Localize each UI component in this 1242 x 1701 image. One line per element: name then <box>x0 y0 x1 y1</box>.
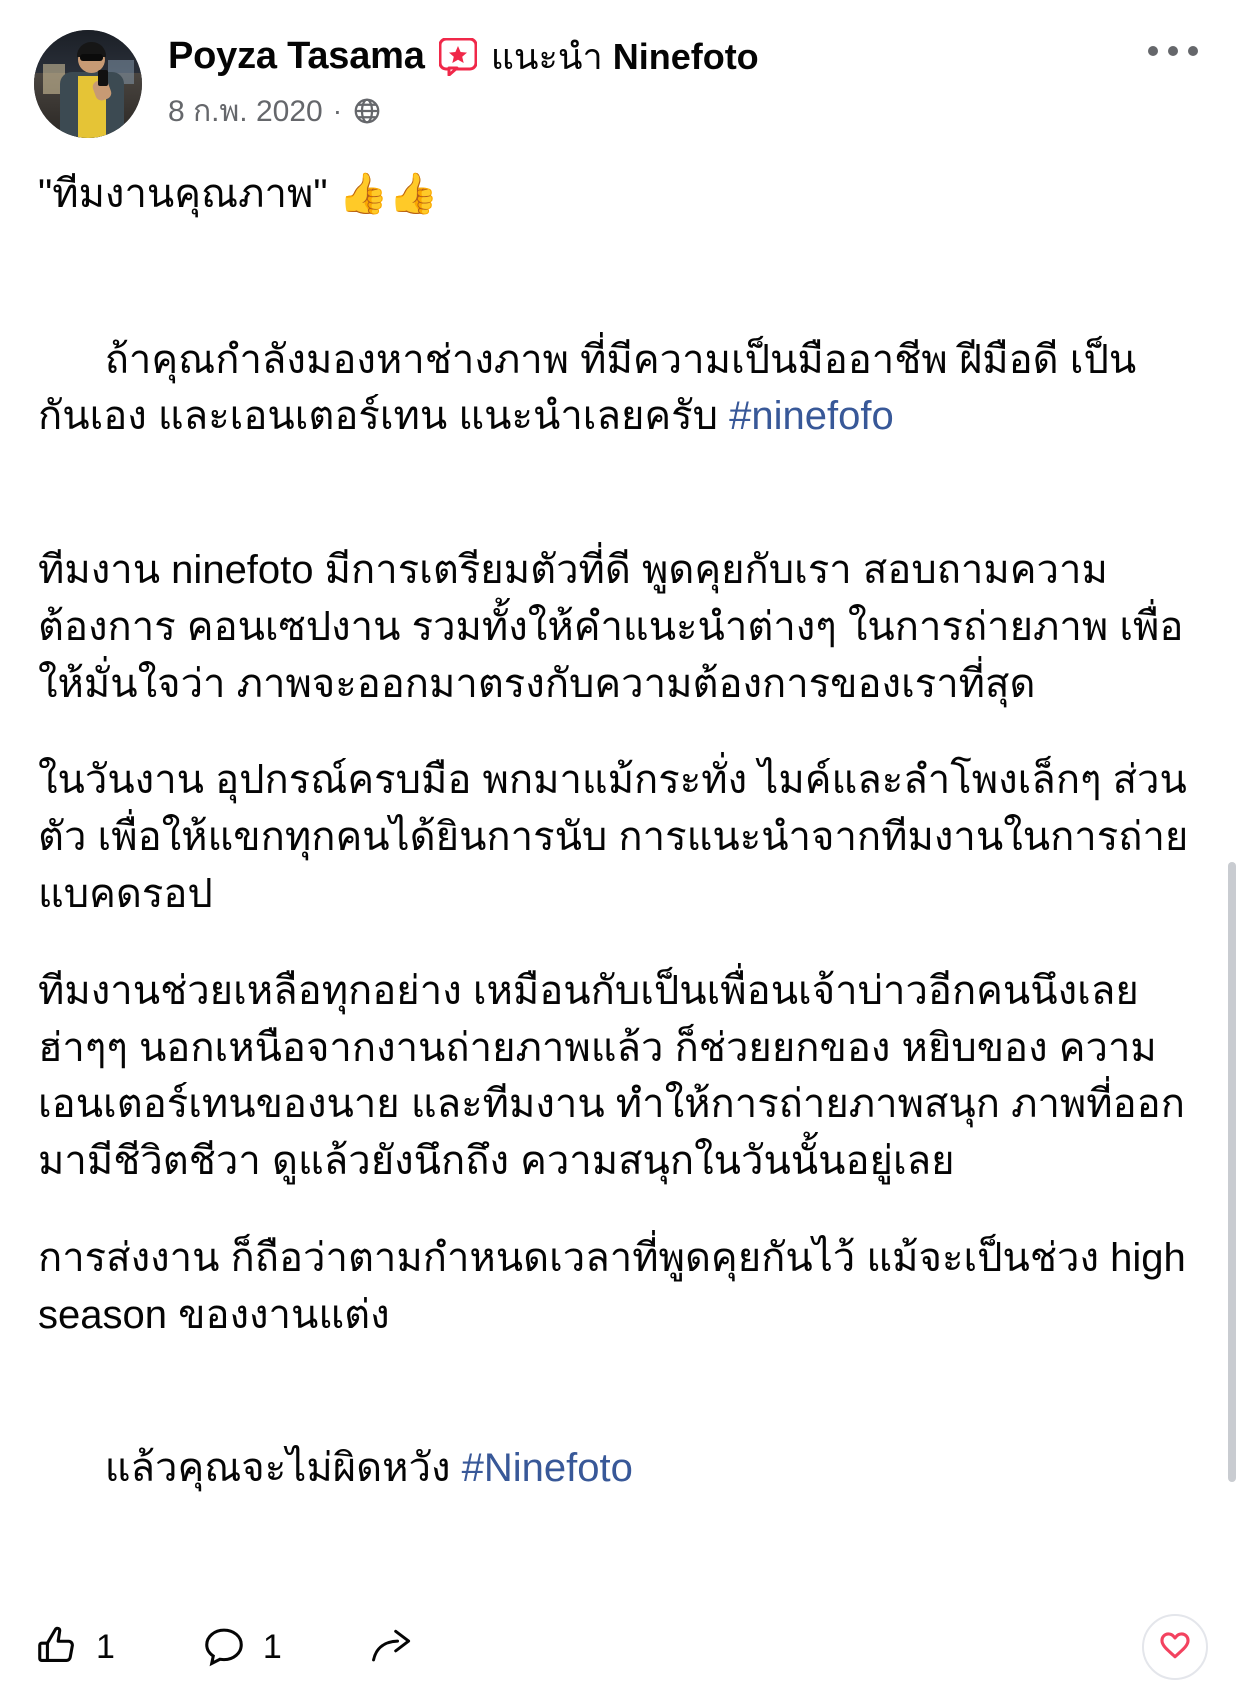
post-paragraph-7-text: แล้วคุณจะไม่ผิดหวัง <box>104 1446 462 1491</box>
hashtag-ninefofo[interactable]: #ninefofo <box>729 394 894 439</box>
avatar[interactable] <box>34 30 142 138</box>
post-paragraph-2 <box>38 275 1204 502</box>
post-paragraph-1: "ทีมงานคุณภาพ" 👍👍 <box>38 172 439 216</box>
author-name[interactable]: Poyza Tasama <box>168 35 425 77</box>
like-count: 1 <box>96 1627 115 1666</box>
post-paragraph-2-text: ถ้าคุณกำลังมองหาช่างภาพ ที่มีความเป็นมืออาชีพ ฝีมือดี เป็นกันเอง และเอนเตอร์เทน แนะนำเลยครับ <box>38 337 1137 439</box>
recommended-page-name[interactable] <box>613 37 759 77</box>
like-button[interactable] <box>34 1624 115 1670</box>
post-paragraph-4: ในวันงาน อุปกรณ์ครบมือ พกมาแม้กระทั่ง ไมค์และลำโพงเล็กๆ ส่วนตัว เพื่อให้แขกทุกคนได้ยินการนับ การแนะนำจากทีมงานในการถ่ายแบคดรอป <box>38 758 1189 916</box>
post-paragraph-5: ทีมงานช่วยเหลือทุกอย่าง เหมือนกับเป็นเพื่อนเจ้าบ่าวอีกคนนึงเลย ฮ่าๆๆ นอกเหนือจากงานถ่ายภาพแล้ว ก็ช่วยยกของ หยิบของ ความเอนเตอร์เทนของนาย และทีมงาน ทำให้การถ่ายภาพสนุก ภาพที่ออกมามีชีวิตชีวา ดูแล้วยังนึกถึง ความสนุกในวันนั้นอยู่เลย <box>38 968 1185 1184</box>
reaction-heart-button[interactable] <box>1142 1614 1208 1680</box>
recommend-label: แนะนำ <box>490 36 603 78</box>
post-header <box>0 0 1242 138</box>
globe-icon[interactable] <box>352 96 382 126</box>
heart-icon <box>1158 1628 1192 1667</box>
recommended-page-name-bold: Ninefoto <box>612 36 759 78</box>
post-body <box>0 138 1242 1554</box>
post-header-text <box>168 30 1138 135</box>
comment-bubble-icon <box>201 1624 247 1670</box>
thumbs-up-icon <box>34 1624 80 1670</box>
post-paragraph-7 <box>38 1384 1204 1554</box>
avatar-phone <box>98 70 108 86</box>
share-button[interactable] <box>368 1624 432 1670</box>
recommend-space <box>603 37 613 77</box>
recommendation-badge-icon <box>439 38 477 76</box>
post-date[interactable]: 8 ก.พ. 2020 <box>168 94 323 128</box>
author-line <box>168 36 1138 78</box>
post-paragraph-3: ทีมงาน ninefoto มีการเตรียมตัวที่ดี พูดคุยกับเรา สอบถามความต้องการ คอนเซปงาน รวมทั้งให้คำแนะนำต่างๆ ในการถ่ายภาพ เพื่อให้มั่นใจว่า ภาพจะออกมาตรงกับความต้องการของเราที่สุด <box>38 547 1184 706</box>
comment-button[interactable] <box>201 1624 282 1670</box>
meta-separator: · <box>332 95 343 127</box>
post-meta <box>168 88 1138 135</box>
comment-count: 1 <box>262 1627 282 1666</box>
post-paragraph-6: การส่งงาน ก็ถือว่าตามกำหนดเวลาที่พูดคุยกันไว้ แม้จะเป็นช่วง high season ของงานแต่ง <box>38 1235 1197 1337</box>
post-actions-bar <box>0 1593 1242 1701</box>
avatar-glasses <box>80 54 103 61</box>
hashtag-ninefoto[interactable]: #Ninefoto <box>461 1446 633 1491</box>
scrollbar[interactable] <box>1228 862 1236 1482</box>
share-arrow-icon <box>368 1624 416 1670</box>
more-options-icon[interactable] <box>1138 30 1208 92</box>
